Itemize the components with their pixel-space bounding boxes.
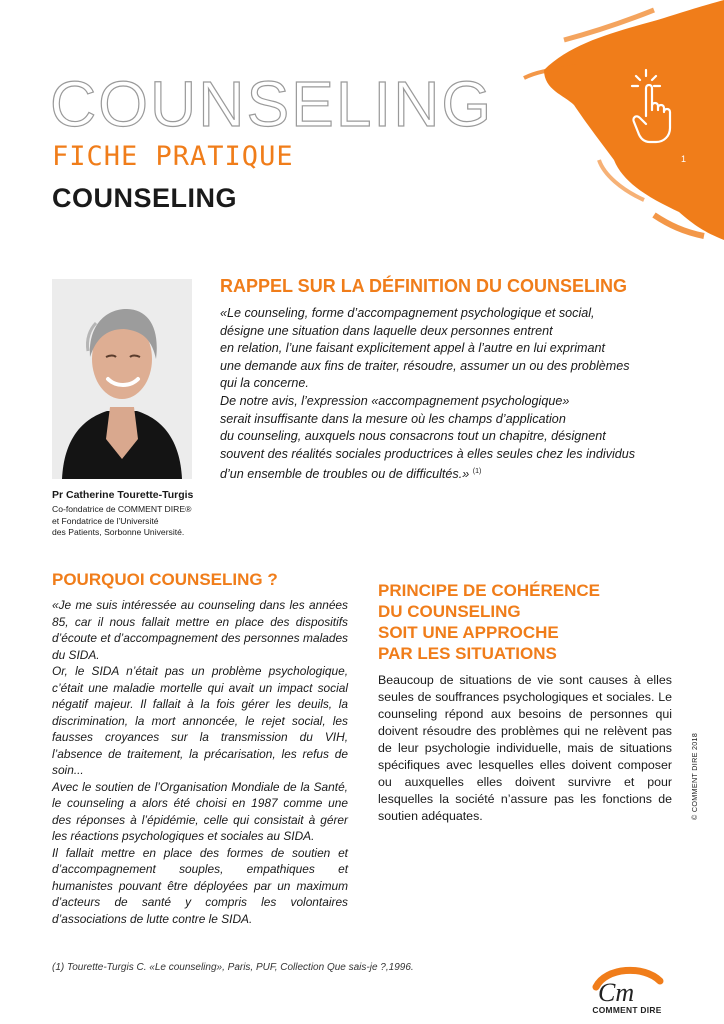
definition-heading: RAPPEL SUR LA DÉFINITION DU COUNSELING	[220, 276, 628, 296]
quote-line: du counseling, auxquels nous consacrons tout un chapitre, désignent	[220, 429, 606, 444]
principle-section	[378, 580, 672, 825]
caption-line: et Fondatrice de l’Université	[52, 515, 159, 526]
principle-heading	[378, 580, 672, 664]
definition-quote	[220, 305, 684, 484]
principle-body: Beaucoup de situations de vie sont causes à elles seules de souffrances psychologiques et sociales. Le counseling répond aux besoins de personnes qui doivent résoudre des problèmes qui ne relèvent pas de leur psychologie individuelle, mais de situations spécifiques avec lesquelles elles doivent composer ou auxquelles elles doivent survivre et pour lesquelles la société n’assure pas les fonctions de soutien adéquates.	[378, 673, 672, 823]
orange-brush-decoration	[504, 0, 724, 240]
why-paragraph: Or, le SIDA n’était pas un problème psychologique, c’était une maladie mortelle qui avait un impact social négatif majeur. Il fallait à la fois gérer les deuils, la discrimination, la mort annoncée, le rejet social, les fausses croyances sur la transmission du VIH, l’absence de traitement, la précarisation, les refus de soin...	[52, 664, 348, 777]
caption-line: Co-fondatrice de COMMENT DIRE®	[52, 504, 192, 514]
author-portrait	[52, 279, 192, 479]
page-number: 1	[681, 154, 687, 164]
pointing-hand-icon	[626, 66, 684, 146]
caption-line: des Patients, Sorbonne Université.	[52, 527, 185, 537]
definition-section	[220, 276, 684, 484]
quote-line: «Le counseling, forme d’accompagnement psychologique et social,	[220, 306, 595, 320]
quote-line-text: d’un ensemble de troubles ou de difficultés.»	[220, 467, 470, 482]
portrait-caption	[52, 489, 212, 539]
quote-line: désigne une situation dans laquelle deux personnes entrent	[220, 323, 553, 338]
why-paragraph: «Je me suis intéressée au counseling dans les années 85, car il nous fallait mettre en place des dispositifs d’écoute et d’accompagnement des personnes malades du SIDA.	[52, 598, 348, 662]
principle-heading-line: SOIT UNE APPROCHE	[378, 623, 559, 642]
principle-heading-line: PAR LES SITUATIONS	[378, 644, 557, 663]
portrait-illustration	[52, 279, 192, 479]
quote-line: serait insuffisante dans la mesure où les champs d’application	[220, 411, 566, 426]
why-paragraph: Avec le soutien de l’Organisation Mondiale de la Santé, le counseling a alors été choisi en 1987 comme une des réponses à l’épidémie, celle qui consistait à gérer les réactions psychologiques et sociales au SIDA.	[52, 779, 348, 843]
logo-text: COMMENT DIRE	[592, 1005, 662, 1015]
why-heading: POURQUOI COUNSELING ?	[52, 570, 278, 589]
logo-letters: Cm	[598, 978, 635, 1007]
principle-heading-line: DU COUNSELING	[378, 602, 521, 621]
footnote-ref: (1)	[472, 468, 482, 476]
principle-heading-line: PRINCIPE DE COHÉRENCE	[378, 581, 600, 600]
page-subtitle: FICHE PRATIQUE	[52, 141, 294, 172]
caption-name: Pr Catherine Tourette-Turgis	[52, 489, 194, 501]
why-counseling-section	[52, 570, 348, 927]
quote-line: en relation, l’une faisant explicitement appel à l’autre en lui exprimant	[220, 341, 606, 356]
quote-line: une demande aux fins de traiter, résoudre, assumer un ou des problèmes	[220, 358, 630, 373]
copyright-notice: © COMMENT DIRE 2018	[690, 732, 699, 820]
quote-line	[220, 463, 684, 484]
quote-line: qui la concerne.	[220, 376, 309, 391]
footnote: (1) Tourette-Turgis C. «Le counseling», Paris, PUF, Collection Que sais-je ?,1996.	[52, 962, 414, 973]
page-subtitle-secondary: COUNSELING	[52, 183, 238, 213]
quote-line: De notre avis, l’expression «accompagnement psychologique»	[220, 393, 570, 408]
why-paragraph: Il fallait mettre en place des formes de soutien et d’accompagnement souples, empathiques et humanistes pouvant être déployées par un maximum d’acteurs de santé y compris les volontaires d’associations de lutte contre le SIDA.	[52, 845, 348, 926]
quote-line: souvent des réalités sociales productrices à elles seules chez les individus	[220, 446, 636, 461]
page-title: COUNSELING	[50, 68, 494, 140]
